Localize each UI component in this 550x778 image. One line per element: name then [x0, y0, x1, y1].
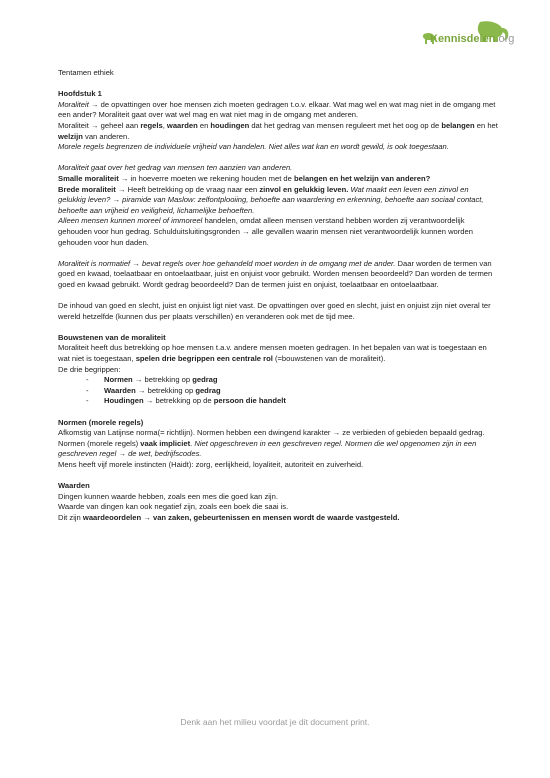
paragraph-waardeoordelen — [58, 513, 498, 524]
paragraph-impliciet — [58, 439, 498, 460]
text-run: Alleen mensen kunnen moreel of immoreel — [58, 216, 203, 226]
text-run: spelen drie begrippen een centrale rol — [135, 354, 273, 364]
text-run: Normen (morele regels) — [58, 438, 141, 448]
paragraph-moraliteit-regels — [58, 121, 498, 142]
paragraph-waarde-boek — [58, 502, 498, 513]
text-run: welzijn — [58, 131, 83, 141]
list-item — [86, 386, 498, 397]
text-run: zinvol en gelukkig leven. — [259, 184, 349, 194]
section-heading-normen: Normen (morele regels) — [58, 417, 144, 427]
text-run: Mens heeft vijf morele instincten (Haidt): zorg, eerlijkheid, loyaliteit, autoriteit en zuiverheid. — [58, 459, 364, 469]
section-heading-bouwstenen: Bouwstenen van de moraliteit — [58, 332, 166, 342]
text-run: → betrekking op — [135, 385, 196, 395]
text-run: en — [197, 120, 211, 130]
text-run: Dingen kunnen waarde hebben, zoals een mes die goed kan zijn. — [58, 491, 278, 501]
text-run: vaak impliciet — [140, 438, 191, 448]
text-run: van anderen. — [82, 131, 130, 141]
text-run: → de opvattingen over hoe mensen zich moeten gedragen t.o.v. elkaar. Wat mag wel en wat mag niet in de omgang met een ander? Moraliteit gaat over wat wel mag en wat niet mag in de omgang met anderen. — [58, 99, 496, 120]
text-run: → betrekking op — [132, 375, 193, 385]
text-run: Dit zijn — [58, 512, 83, 522]
paragraph-gedrag — [58, 163, 498, 174]
paragraph-verantwoordelijkheid — [58, 216, 498, 248]
text-run: Moraliteit gaat over het gedrag van mensen ten aanzien van anderen. — [58, 163, 293, 173]
text-run: → in hoeverre moeten we rekening houden met de — [118, 173, 294, 183]
text-run: dat het gedrag van mensen reguleert met het oog op de — [249, 120, 442, 130]
text-run: Smalle moraliteit — [58, 173, 119, 183]
text-run: Waarden — [104, 385, 136, 395]
text-run: De drie begrippen: — [58, 364, 121, 374]
chapter-heading: Hoofdstuk 1 — [58, 89, 102, 99]
text-run: Moraliteit — [58, 99, 89, 109]
text-run: Normen — [104, 375, 133, 385]
text-run: Afkomstig van Latijnse norma(= richtlijn). Normen hebben een dwingend karakter → ze verbieden of gebieden bepaald gedrag. — [58, 428, 485, 438]
text-run: De inhoud van goed en slecht, juist en onjuist ligt niet vast. De opvattingen over goed en slecht, juist en onjuist zijn niet overal ter wereld hetzelfde (kunnen dus per plaats verschillen) en veranderen ook met de tijd mee. — [58, 301, 491, 321]
paragraph-drie-begrippen — [58, 365, 498, 376]
text-run: → Heeft betrekking op de vraag naar een — [115, 184, 260, 194]
text-run: . — [190, 438, 195, 448]
paragraph-waarde-mes — [58, 492, 498, 503]
footer-note: Denk aan het milieu voordat je dit document print. — [180, 717, 370, 727]
text-run: handelen, omdat alleen mensen verstand hebben worden zij verantwoordelijk gehouden voor hun gedrag. Schulduitsluitingsgronden → alle gevallen waarin mensen niet verantwoordelijk kunnen worden gehouden voor hun daden. — [58, 216, 473, 247]
paragraph-instincten — [58, 460, 498, 471]
text-run: → — [141, 512, 153, 522]
paragraph-morele-regels — [58, 142, 498, 153]
paragraph-inhoud — [58, 301, 498, 322]
list-item — [86, 375, 498, 386]
paragraph-norma — [58, 428, 498, 439]
document-title: Tentamen ethiek — [58, 68, 114, 77]
logo-tld: .org — [495, 33, 515, 45]
text-run: regels — [140, 120, 163, 130]
text-run: houdingen — [210, 120, 250, 130]
text-run: Houdingen — [104, 396, 144, 406]
document-page — [58, 68, 498, 524]
text-run: Wat maakt een leven een zinvol en gelukkig leven? → piramide van Maslow: zelfontplooiing, behoefte aan waardering en erkenning, behoefte aan sociaal contact, behoefte aan vrijheid en veiligheid, lichamelijke behoeften. — [58, 184, 484, 215]
text-run: (=bouwstenen van de moraliteit). — [272, 354, 386, 364]
paragraph-bouwstenen — [58, 343, 498, 364]
text-run: Waarde van dingen kan ook negatief zijn, zoals een boek die saai is. — [58, 502, 289, 512]
section-heading-waarden: Waarden — [58, 481, 90, 491]
list-item — [86, 396, 498, 407]
text-run: Moraliteit → geheel aan — [58, 120, 141, 130]
text-run: , — [162, 120, 167, 130]
text-run: waardeoordelen — [82, 512, 142, 522]
text-run: belangen en het welzijn van anderen? — [293, 173, 431, 183]
text-run: en het — [474, 120, 498, 130]
paragraph-brede-moraliteit — [58, 185, 498, 217]
text-run: persoon die handelt — [213, 396, 286, 406]
begrippen-list — [58, 375, 498, 407]
text-run: Brede moraliteit — [58, 184, 116, 194]
logo-brand: Kennisdelen — [430, 33, 496, 45]
paragraph-smalle-moraliteit — [58, 174, 498, 185]
text-run: gedrag — [192, 375, 218, 385]
text-run: van zaken, gebeurtenissen en mensen wordt de waarde vastgesteld. — [152, 512, 400, 522]
text-run: gedrag — [195, 385, 221, 395]
paragraph-normatief — [58, 259, 498, 291]
text-run: belangen — [441, 120, 475, 130]
text-run: Moraliteit is normatief → bevat regels over hoe gehandeld moet worden in de omgang met de ander. — [58, 258, 396, 268]
text-run: → betrekking op de — [143, 396, 214, 406]
text-run: Moraliteit heeft dus betrekking op hoe mensen t.a.v. andere mensen moeten gedragen. In het bepalen van wat is toegestaan en wat niet is toegestaan, — [58, 343, 487, 364]
text-run: waarden — [166, 120, 198, 130]
text-run: Daar worden de termen van goed en kwaad, toelaatbaar en ontoelaatbaar, juist en onjuist voor gebruikt. Worden mensen beoordeeld? Dan worden de termen goed en kwaad gebruikt. Wordt gedrag beoordeeld? Dan de termen juist en onjuist, toelaatbaar en ontoelaatbaar. — [58, 258, 493, 289]
text-run: Niet opgeschreven in een geschreven regel. Normen die wel opgenomen zijn in een geschreven regel → de wet, bedrijfscodes. — [58, 438, 477, 459]
paragraph-moraliteit-definition — [58, 100, 498, 121]
text-run: Morele regels begrenzen de individuele vrijheid van handelen. Niet alles wat kan en wordt gewild, is ook toegestaan. — [58, 142, 449, 152]
kennisdelen-logo[interactable] — [418, 20, 534, 50]
